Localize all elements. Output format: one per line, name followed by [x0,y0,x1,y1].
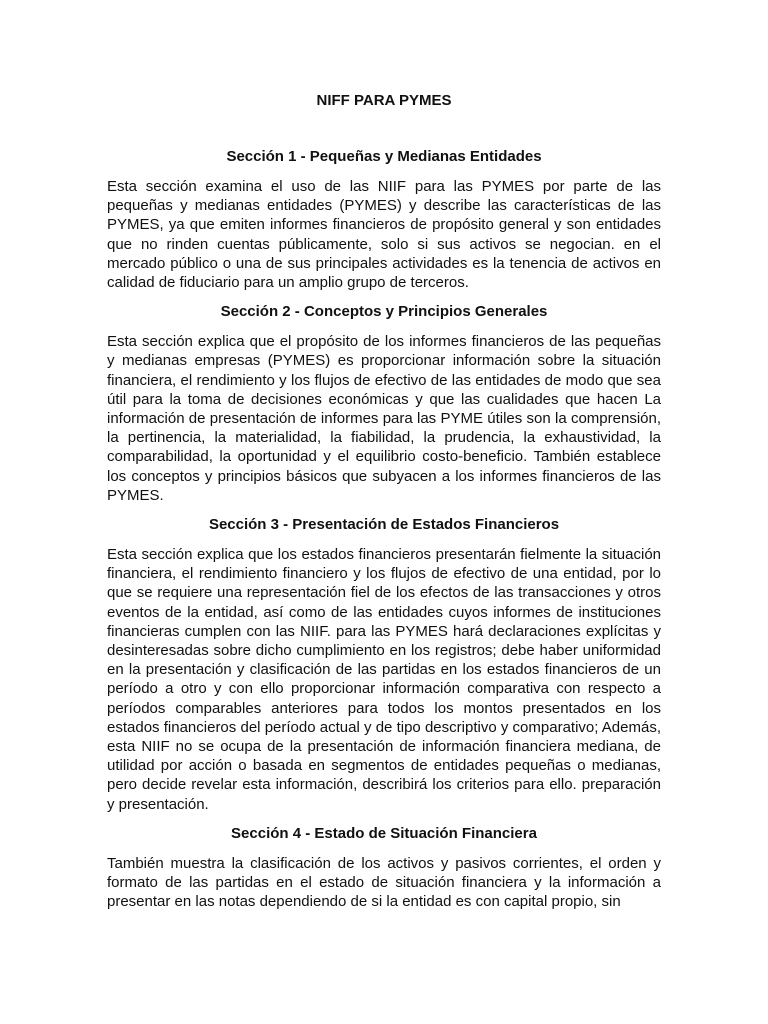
section-2-body: Esta sección explica que el propósito de los informes financieros de las pequeñas y medianas empresas (PYMES) es proporcionar información sobre la situación financiera, el rendimiento y los flujos de efectivo de las entidades de modo que sea útil para la toma de decisiones económicas y que las cualidades que hacen La información de presentación de informes para las PYME útiles son la comprensión, la pertinencia, la materialidad, la fiabilidad, la prudencia, la exhaustividad, la comparabilidad, la oportunidad y el equilibrio costo-beneficio. También establece los conceptos y principios básicos que subyacen a los informes financieros de las PYMES. [107,333,661,504]
section-4-heading: Sección 4 - Estado de Situación Financiera [231,824,537,842]
section-3-body: Esta sección explica que los estados financieros presentarán fielmente la situación financiera, el rendimiento financiero y los flujos de efectivo de una entidad, por lo que se requiere una representación fiel de los efectos de las transacciones y otros eventos de la entidad, así como de las entidades cuyos informes de instituciones financieras cumplen con las NIIF. para las PYMES hará declaraciones explícitas y desinteresadas sobre dicho cumplimiento en los registros; debe haber uniformidad en la presentación y clasificación de las partidas en los estados financieros de un período a otro y con ello proporcionar información comparativa con respecto a períodos comparables anteriores para todos los montos presentados en los estados financieros del período actual y de tipo descriptivo y comparativo; Además, esta NIIF no se ocupa de la presentación de información financiera mediana, de utilidad por acción o basada en segmentos de entidades pequeñas o medianas, pero decide revelar esta información, describirá los criterios para ello. preparación y presentación. [107,546,661,813]
document-title: NIFF PARA PYMES [316,92,452,109]
section-1-body: Esta sección examina el uso de las NIIF para las PYMES por parte de las pequeñas y medianas entidades (PYMES) y describe las características de las PYMES, ya que emiten informes financieros de propósito general y son entidades que no rinden cuentas públicamente, solo si sus activos se negocian. en el mercado público o una de sus principales actividades es la tenencia de activos en calidad de fiduciario para un amplio grupo de terceros. [107,178,661,292]
section-2-heading: Sección 2 - Conceptos y Principios Generales [220,303,548,321]
section-1-heading: Sección 1 - Pequeñas y Medianas Entidades [226,148,542,165]
document-page [107,84,661,912]
section-4-body: También muestra la clasificación de los activos y pasivos corrientes, el orden y formato de las partidas en el estado de situación financiera y la información a presentar en las notas dependiendo de si la entidad es con capital propio, sin [107,854,661,911]
section-3-heading: Sección 3 - Presentación de Estados Financieros [208,516,560,534]
